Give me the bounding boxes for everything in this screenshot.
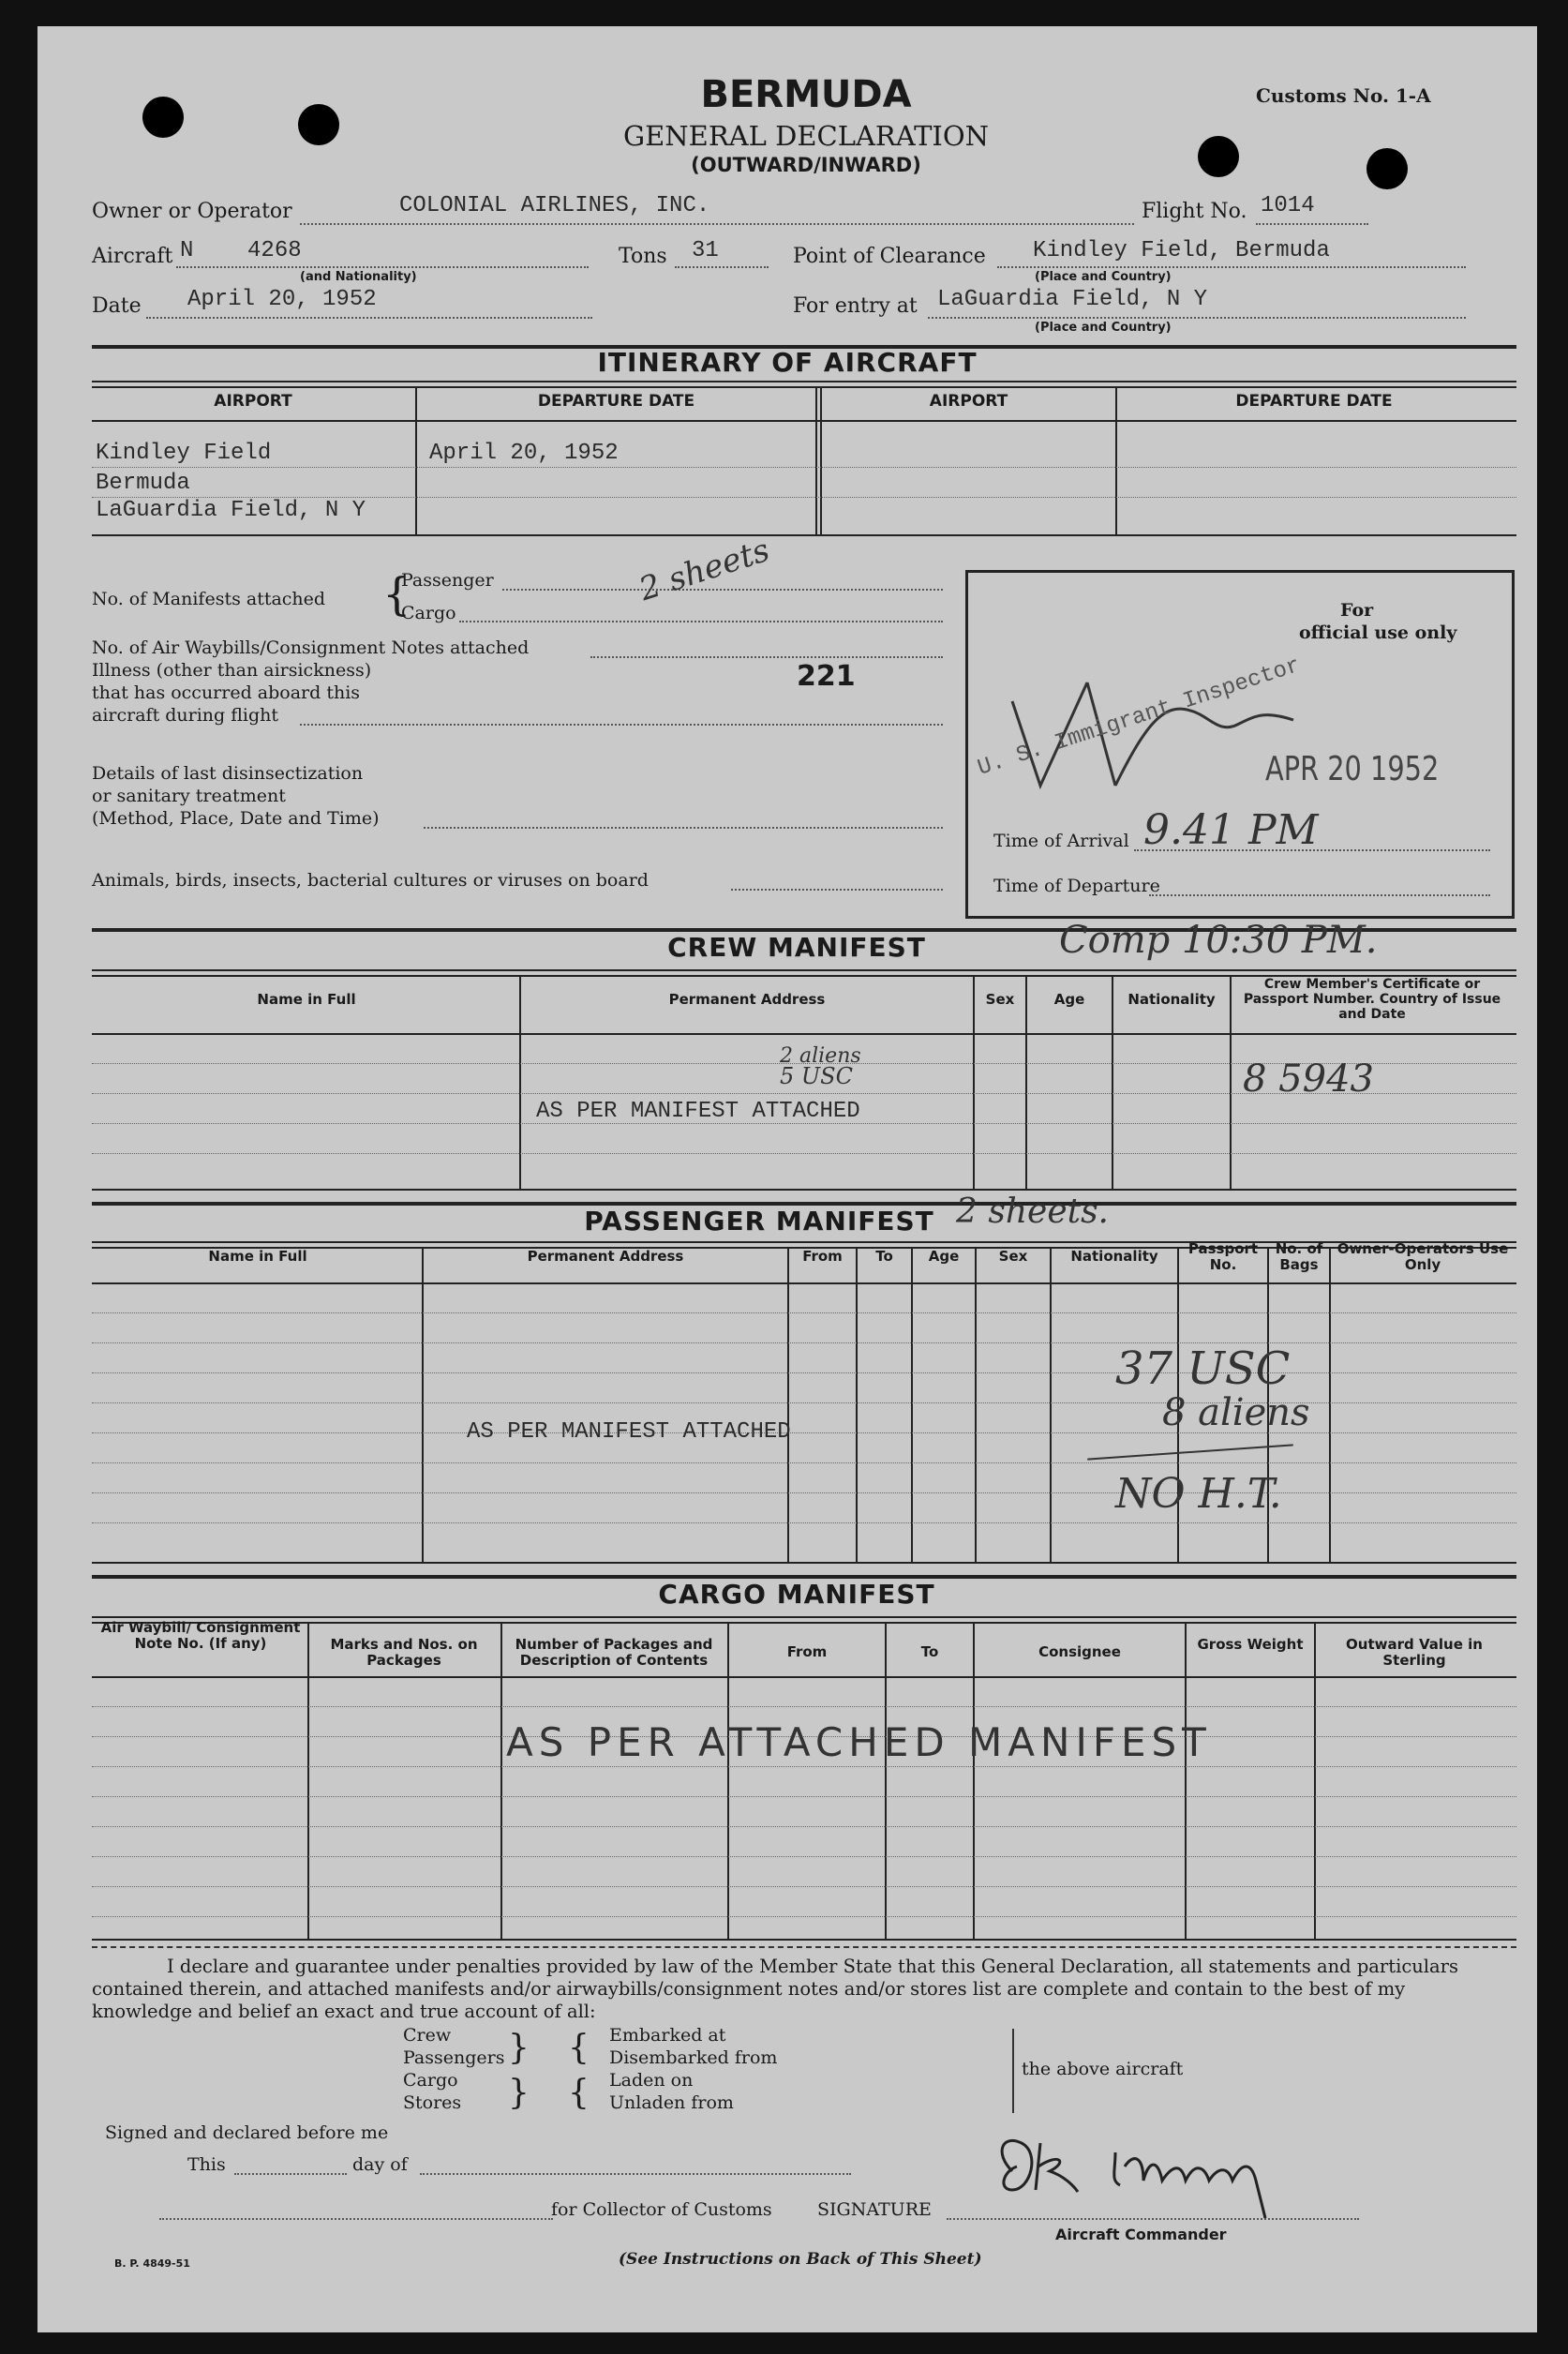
- form-subtitle-direction: (OUTWARD/INWARD): [691, 154, 921, 176]
- decl-embarked: Embarked at: [609, 2025, 726, 2046]
- tons-value: 31: [692, 238, 719, 263]
- illness-line-1: Illness (other than airsickness): [92, 660, 372, 681]
- passenger-col-age: Age: [928, 1248, 960, 1265]
- decl-crew: Crew: [403, 2025, 452, 2046]
- crew-hw-usc: 5 USC: [780, 1063, 853, 1089]
- manifests-label: No. of Manifests attached: [92, 589, 326, 609]
- brace: {: [568, 2029, 590, 2067]
- crew-col-nationality: Nationality: [1127, 991, 1216, 1008]
- passenger-col-from: From: [802, 1248, 843, 1265]
- crew-hw-number: 8 5943: [1243, 1057, 1374, 1101]
- manifests-cargo: Cargo: [401, 603, 456, 623]
- place-country-note: (Place and Country): [1035, 270, 1172, 284]
- passenger-col-owner: Owner-Operators Use Only: [1337, 1240, 1509, 1273]
- passenger-col-sex: Sex: [998, 1248, 1028, 1265]
- arrival-label: Time of Arrival: [993, 831, 1129, 851]
- itinerary-col-departure: DEPARTURE DATE: [537, 392, 695, 411]
- crew-col-address: Permanent Address: [668, 991, 826, 1008]
- passenger-col-address: Permanent Address: [527, 1248, 684, 1265]
- decl-laden: Laden on: [609, 2070, 694, 2091]
- place-country-note-2: (Place and Country): [1035, 321, 1172, 335]
- decl-passengers: Passengers: [403, 2047, 505, 2068]
- arrival-value: 9.41 PM: [1143, 806, 1319, 854]
- entry-value: LaGuardia Field, N Y: [937, 287, 1208, 312]
- decl-above-aircraft: the above aircraft: [1022, 2059, 1184, 2079]
- official-label-2: official use only: [1299, 622, 1457, 643]
- signed-declared: Signed and declared before me: [105, 2122, 389, 2143]
- passenger-col-passport: Passport No.: [1187, 1240, 1259, 1273]
- crew-body: AS PER MANIFEST ATTACHED: [536, 1099, 860, 1124]
- crew-hw-aliens: 2 aliens: [780, 1044, 861, 1068]
- illness-line-2: that has occurred aboard this: [92, 682, 361, 703]
- aircraft-note: (and Nationality): [300, 270, 417, 284]
- inspector-stamp: U. S. Immigrant Inspector: [975, 652, 1304, 782]
- brace: {: [382, 568, 411, 621]
- passenger-hw-aliens: 8 aliens: [1162, 1391, 1310, 1434]
- cargo-col-to: To: [920, 1643, 939, 1660]
- this-label: This: [187, 2154, 226, 2175]
- declaration-sheet: [37, 26, 1537, 2332]
- day-of-label: day of: [352, 2154, 408, 2175]
- date-value: April 20, 1952: [187, 287, 377, 312]
- crew-title: CREW MANIFEST: [667, 932, 926, 963]
- cargo-col-marks: Marks and Nos. on Packages: [330, 1636, 478, 1669]
- passenger-col-bags: No. of Bags: [1275, 1240, 1323, 1273]
- customs-number: Customs No. 1-A: [1256, 84, 1431, 107]
- punch-hole: [1366, 148, 1408, 189]
- itinerary-title: ITINERARY OF AIRCRAFT: [597, 347, 978, 378]
- collector-label: for Collector of Customs: [551, 2199, 772, 2220]
- passenger-hw-noht: NO H.T.: [1115, 1470, 1282, 1518]
- decl-stores: Stores: [403, 2092, 462, 2113]
- punch-hole: [142, 97, 184, 138]
- date-label: Date: [92, 294, 142, 318]
- brace: {: [568, 2074, 590, 2112]
- itinerary-col-airport: AIRPORT: [214, 392, 292, 411]
- animals-label: Animals, birds, insects, bacterial cultures or viruses on board: [92, 870, 649, 891]
- itinerary-airport-3: LaGuardia Field, N Y: [96, 498, 366, 523]
- flight-label: Flight No.: [1142, 200, 1247, 223]
- form-subtitle: GENERAL DECLARATION: [622, 120, 990, 152]
- clearance-label: Point of Clearance: [793, 245, 986, 268]
- cargo-title: CARGO MANIFEST: [658, 1579, 935, 1610]
- passenger-col-name: Name in Full: [208, 1248, 307, 1265]
- brace: }: [508, 2074, 530, 2112]
- commander-label: Aircraft Commander: [1055, 2226, 1227, 2243]
- passenger-col-nationality: Nationality: [1070, 1248, 1158, 1265]
- form-number: B. P. 4849-51: [114, 2257, 190, 2270]
- cargo-col-number: Number of Packages and Description of Contents: [515, 1636, 713, 1669]
- stamp-number: 221: [797, 660, 856, 693]
- cargo-col-value: Outward Value in Sterling: [1346, 1636, 1483, 1669]
- decl-disembarked: Disembarked from: [609, 2047, 778, 2068]
- cargo-col-weight: Gross Weight: [1197, 1636, 1304, 1653]
- commander-signature: [984, 2115, 1378, 2227]
- disinsect-line-3: (Method, Place, Date and Time): [92, 808, 380, 829]
- passenger-title: PASSENGER MANIFEST: [584, 1206, 934, 1237]
- itinerary-airport-2: Bermuda: [96, 471, 190, 496]
- disinsect-line-1: Details of last disinsectization: [92, 763, 364, 784]
- flight-value: 1014: [1261, 193, 1315, 218]
- passenger-hw-usc: 37 USC: [1115, 1342, 1291, 1395]
- illness-line-3: aircraft during flight: [92, 705, 279, 726]
- itinerary-airport-1: Kindley Field: [96, 441, 272, 466]
- crew-col-name: Name in Full: [257, 991, 356, 1008]
- passenger-body: AS PER MANIFEST ATTACHED: [467, 1419, 791, 1445]
- instructions-note: (See Instructions on Back of This Sheet): [619, 2250, 982, 2269]
- brace: }: [508, 2029, 530, 2067]
- cargo-col-waybill: Air Waybill/ Consignment Note No. (If any): [100, 1619, 301, 1652]
- aircraft-value: N 4268: [180, 238, 302, 263]
- itinerary-col-departure-2: DEPARTURE DATE: [1235, 392, 1393, 411]
- cargo-hw-body: AS PER ATTACHED MANIFEST: [506, 1719, 1212, 1765]
- official-label-1: For: [1340, 600, 1374, 621]
- itinerary-departure-1: April 20, 1952: [429, 441, 619, 466]
- disinsect-line-2: or sanitary treatment: [92, 786, 286, 806]
- crew-hw-comp: Comp 10:30 PM.: [1059, 919, 1378, 962]
- clearance-value: Kindley Field, Bermuda: [1033, 238, 1330, 263]
- declaration-paragraph: I declare and guarantee under penalties provided by law of the Member State that this General Declaration, all statements and particulars contained therein, and attached manifests and/or airwaybills/consignment notes and/or stores list are complete and contain to the best of my knowledge and belief an exact and true account of all:: [92, 1956, 1458, 2022]
- owner-label: Owner or Operator: [92, 200, 292, 223]
- cargo-col-consignee: Consignee: [1038, 1643, 1121, 1660]
- crew-col-age: Age: [1053, 991, 1085, 1008]
- decl-unladen: Unladen from: [609, 2092, 734, 2113]
- departure-time-label: Time of Departure: [993, 876, 1160, 896]
- punch-hole: [298, 104, 339, 145]
- passenger-hw-sheets: 2 sheets.: [956, 1192, 1110, 1231]
- handwritten-sheets: 2 sheets: [635, 531, 774, 609]
- aircraft-label: Aircraft: [92, 245, 173, 268]
- waybills-label: No. of Air Waybills/Consignment Notes attached: [92, 637, 530, 658]
- owner-value: COLONIAL AIRLINES, INC.: [399, 193, 710, 218]
- passenger-col-to: To: [875, 1248, 893, 1265]
- crew-col-certificate: Crew Member's Certificate or Passport Number. Country of Issue and Date: [1243, 977, 1501, 1022]
- cargo-col-from: From: [786, 1643, 828, 1660]
- form-title: BERMUDA: [700, 73, 912, 116]
- manifests-passenger: Passenger: [401, 570, 494, 591]
- punch-hole: [1198, 136, 1239, 177]
- tons-label: Tons: [619, 245, 667, 268]
- itinerary-col-airport-2: AIRPORT: [929, 392, 1008, 411]
- signature-label: SIGNATURE: [817, 2199, 932, 2220]
- decl-cargo: Cargo: [403, 2070, 458, 2091]
- date-stamp: APR 20 1952: [1265, 750, 1440, 788]
- crew-col-sex: Sex: [985, 991, 1015, 1008]
- entry-label: For entry at: [793, 294, 918, 318]
